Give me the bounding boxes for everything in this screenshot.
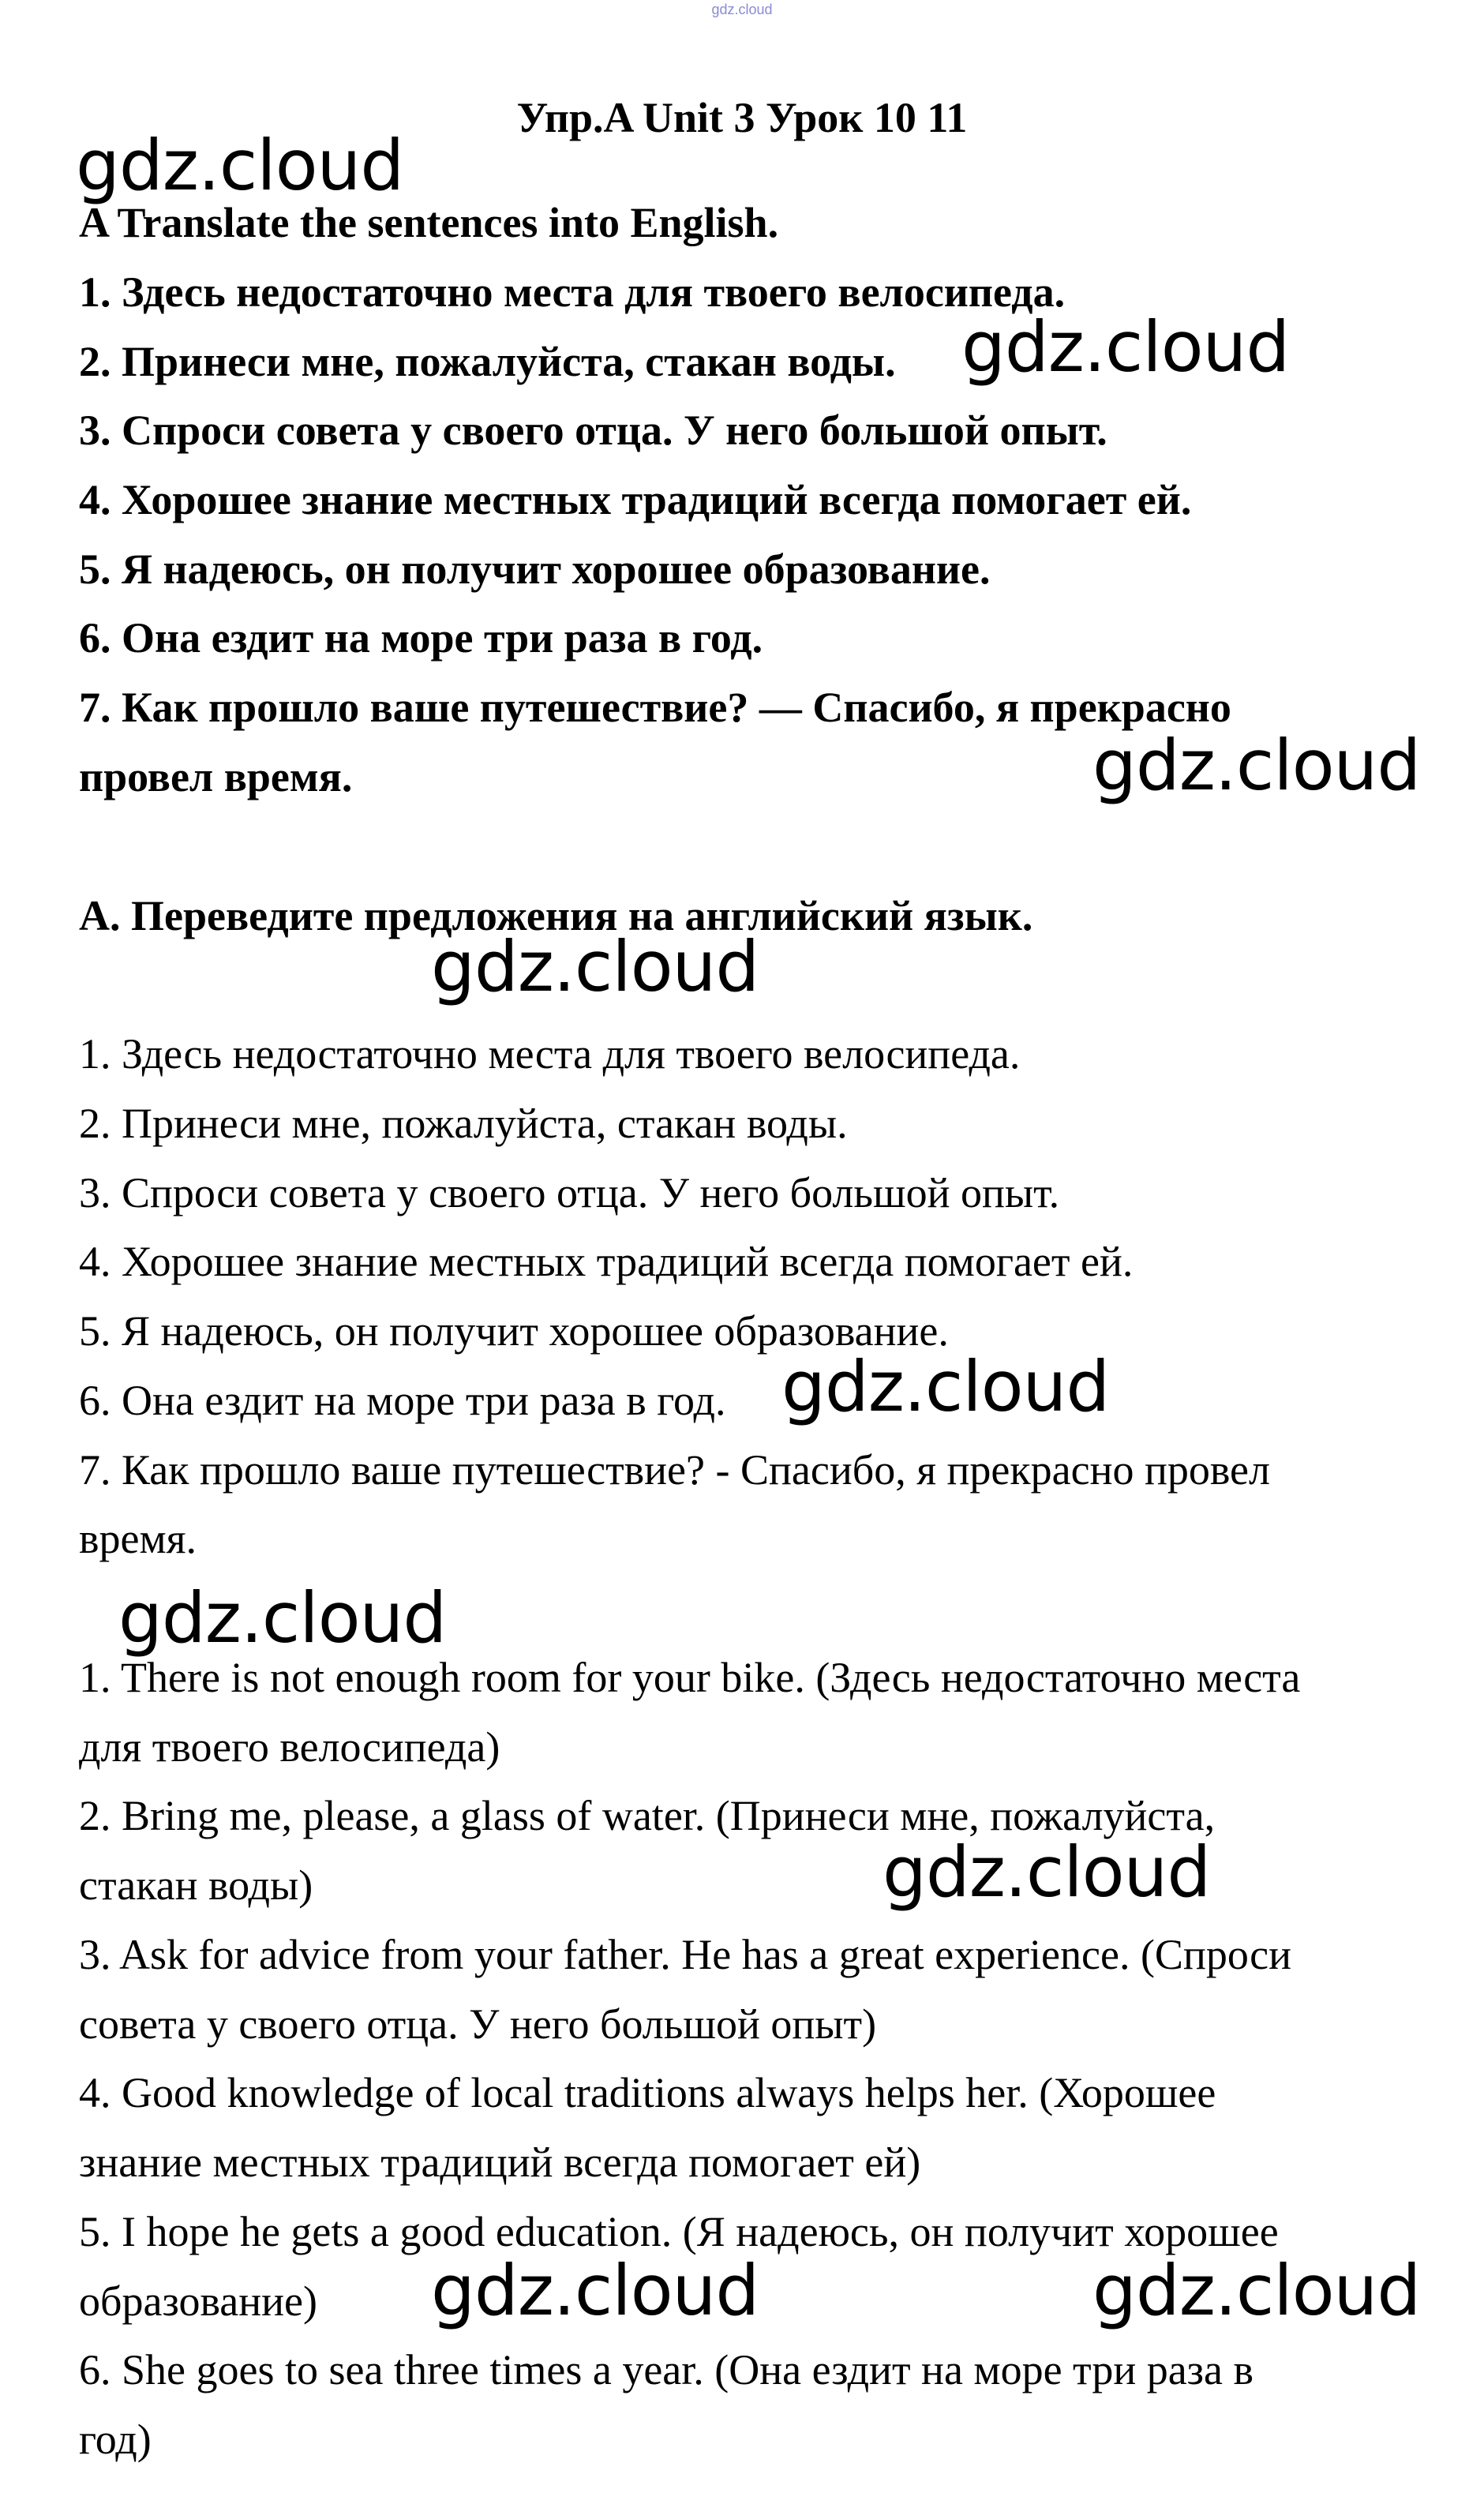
answer-line: 4. Good knowledge of local traditions always helps her. (Хорошее <box>79 2069 1216 2116</box>
answer-line: знание местных традиций всегда помогает ей) <box>79 2139 921 2186</box>
task-ru-item: 5. Я надеюсь, он получит хорошее образование. <box>79 1307 949 1355</box>
answer-line: 3. Ask for advice from your father. He has a great experience. (Спроси <box>79 1931 1292 1978</box>
answer-line: стакан воды) <box>79 1861 313 1909</box>
watermark: gdz.cloud <box>1092 725 1421 806</box>
watermark: gdz.cloud <box>118 1577 447 1659</box>
task-en-item: 2. Принеси мне, пожалуйста, стакан воды. <box>79 338 896 385</box>
task-en-heading: A Translate the sentences into English. <box>79 199 779 246</box>
task-en-item: 6. Она ездит на море три раза в год. <box>79 614 763 662</box>
answer-line: 6. She goes to sea three times a year. (Она ездит на море три раза в <box>79 2346 1254 2393</box>
watermark: gdz.cloud <box>883 1831 1211 1913</box>
task-ru-heading: A. Переведите предложения на английский язык. <box>79 892 1033 939</box>
task-en-item: провел время. <box>79 753 353 800</box>
answer-line: для твоего велосипеда) <box>79 1723 500 1771</box>
watermark: gdz.cloud <box>961 306 1290 388</box>
task-en-item: 1. Здесь недостаточно места для твоего велосипеда. <box>79 268 1066 316</box>
task-ru-item: 1. Здесь недостаточно места для твоего велосипеда. <box>79 1030 1021 1078</box>
answer-line: год) <box>79 2416 152 2463</box>
task-ru-item: время. <box>79 1515 197 1562</box>
task-ru-item: 2. Принеси мне, пожалуйста, стакан воды. <box>79 1100 848 1147</box>
task-en-item: 5. Я надеюсь, он получит хорошее образование. <box>79 545 991 593</box>
watermark: gdz.cloud <box>781 1346 1110 1427</box>
task-ru-item: 4. Хорошее знание местных традиций всегда помогает ей. <box>79 1238 1134 1285</box>
task-en-item: 7. Как прошло ваше путешествие? — Спасибо, я прекрасно <box>79 684 1231 731</box>
watermark: gdz.cloud <box>1092 2250 1421 2331</box>
watermark: gdz.cloud <box>431 2250 759 2331</box>
top-watermark: gdz.cloud <box>711 2 773 17</box>
answer-line: 2. Bring me, please, a glass of water. (Принеси мне, пожалуйста, <box>79 1792 1216 1839</box>
watermark: gdz.cloud <box>431 926 759 1007</box>
task-en-item: 3. Спроси совета у своего отца. У него большой опыт. <box>79 407 1107 454</box>
answer-line: 5. I hope he gets a good education. (Я надеюсь, он получит хорошее <box>79 2208 1279 2255</box>
watermark: gdz.cloud <box>76 125 404 206</box>
answer-line: совета у своего отца. У него большой опыт) <box>79 2000 877 2048</box>
answer-line: образование) <box>79 2277 317 2325</box>
task-ru-item: 7. Как прошло ваше путешествие? - Спасибо, я прекрасно провел <box>79 1446 1270 1494</box>
task-ru-item: 3. Спроси совета у своего отца. У него большой опыт. <box>79 1169 1060 1216</box>
task-ru-item: 6. Она ездит на море три раза в год. <box>79 1377 726 1424</box>
task-en-item: 4. Хорошее знание местных традиций всегда помогает ей. <box>79 476 1192 523</box>
answer-line: 1. There is not enough room for your bike. (Здесь недостаточно места <box>79 1654 1301 1701</box>
page-title: Упр.A Unit 3 Урок 10 11 <box>516 94 968 141</box>
